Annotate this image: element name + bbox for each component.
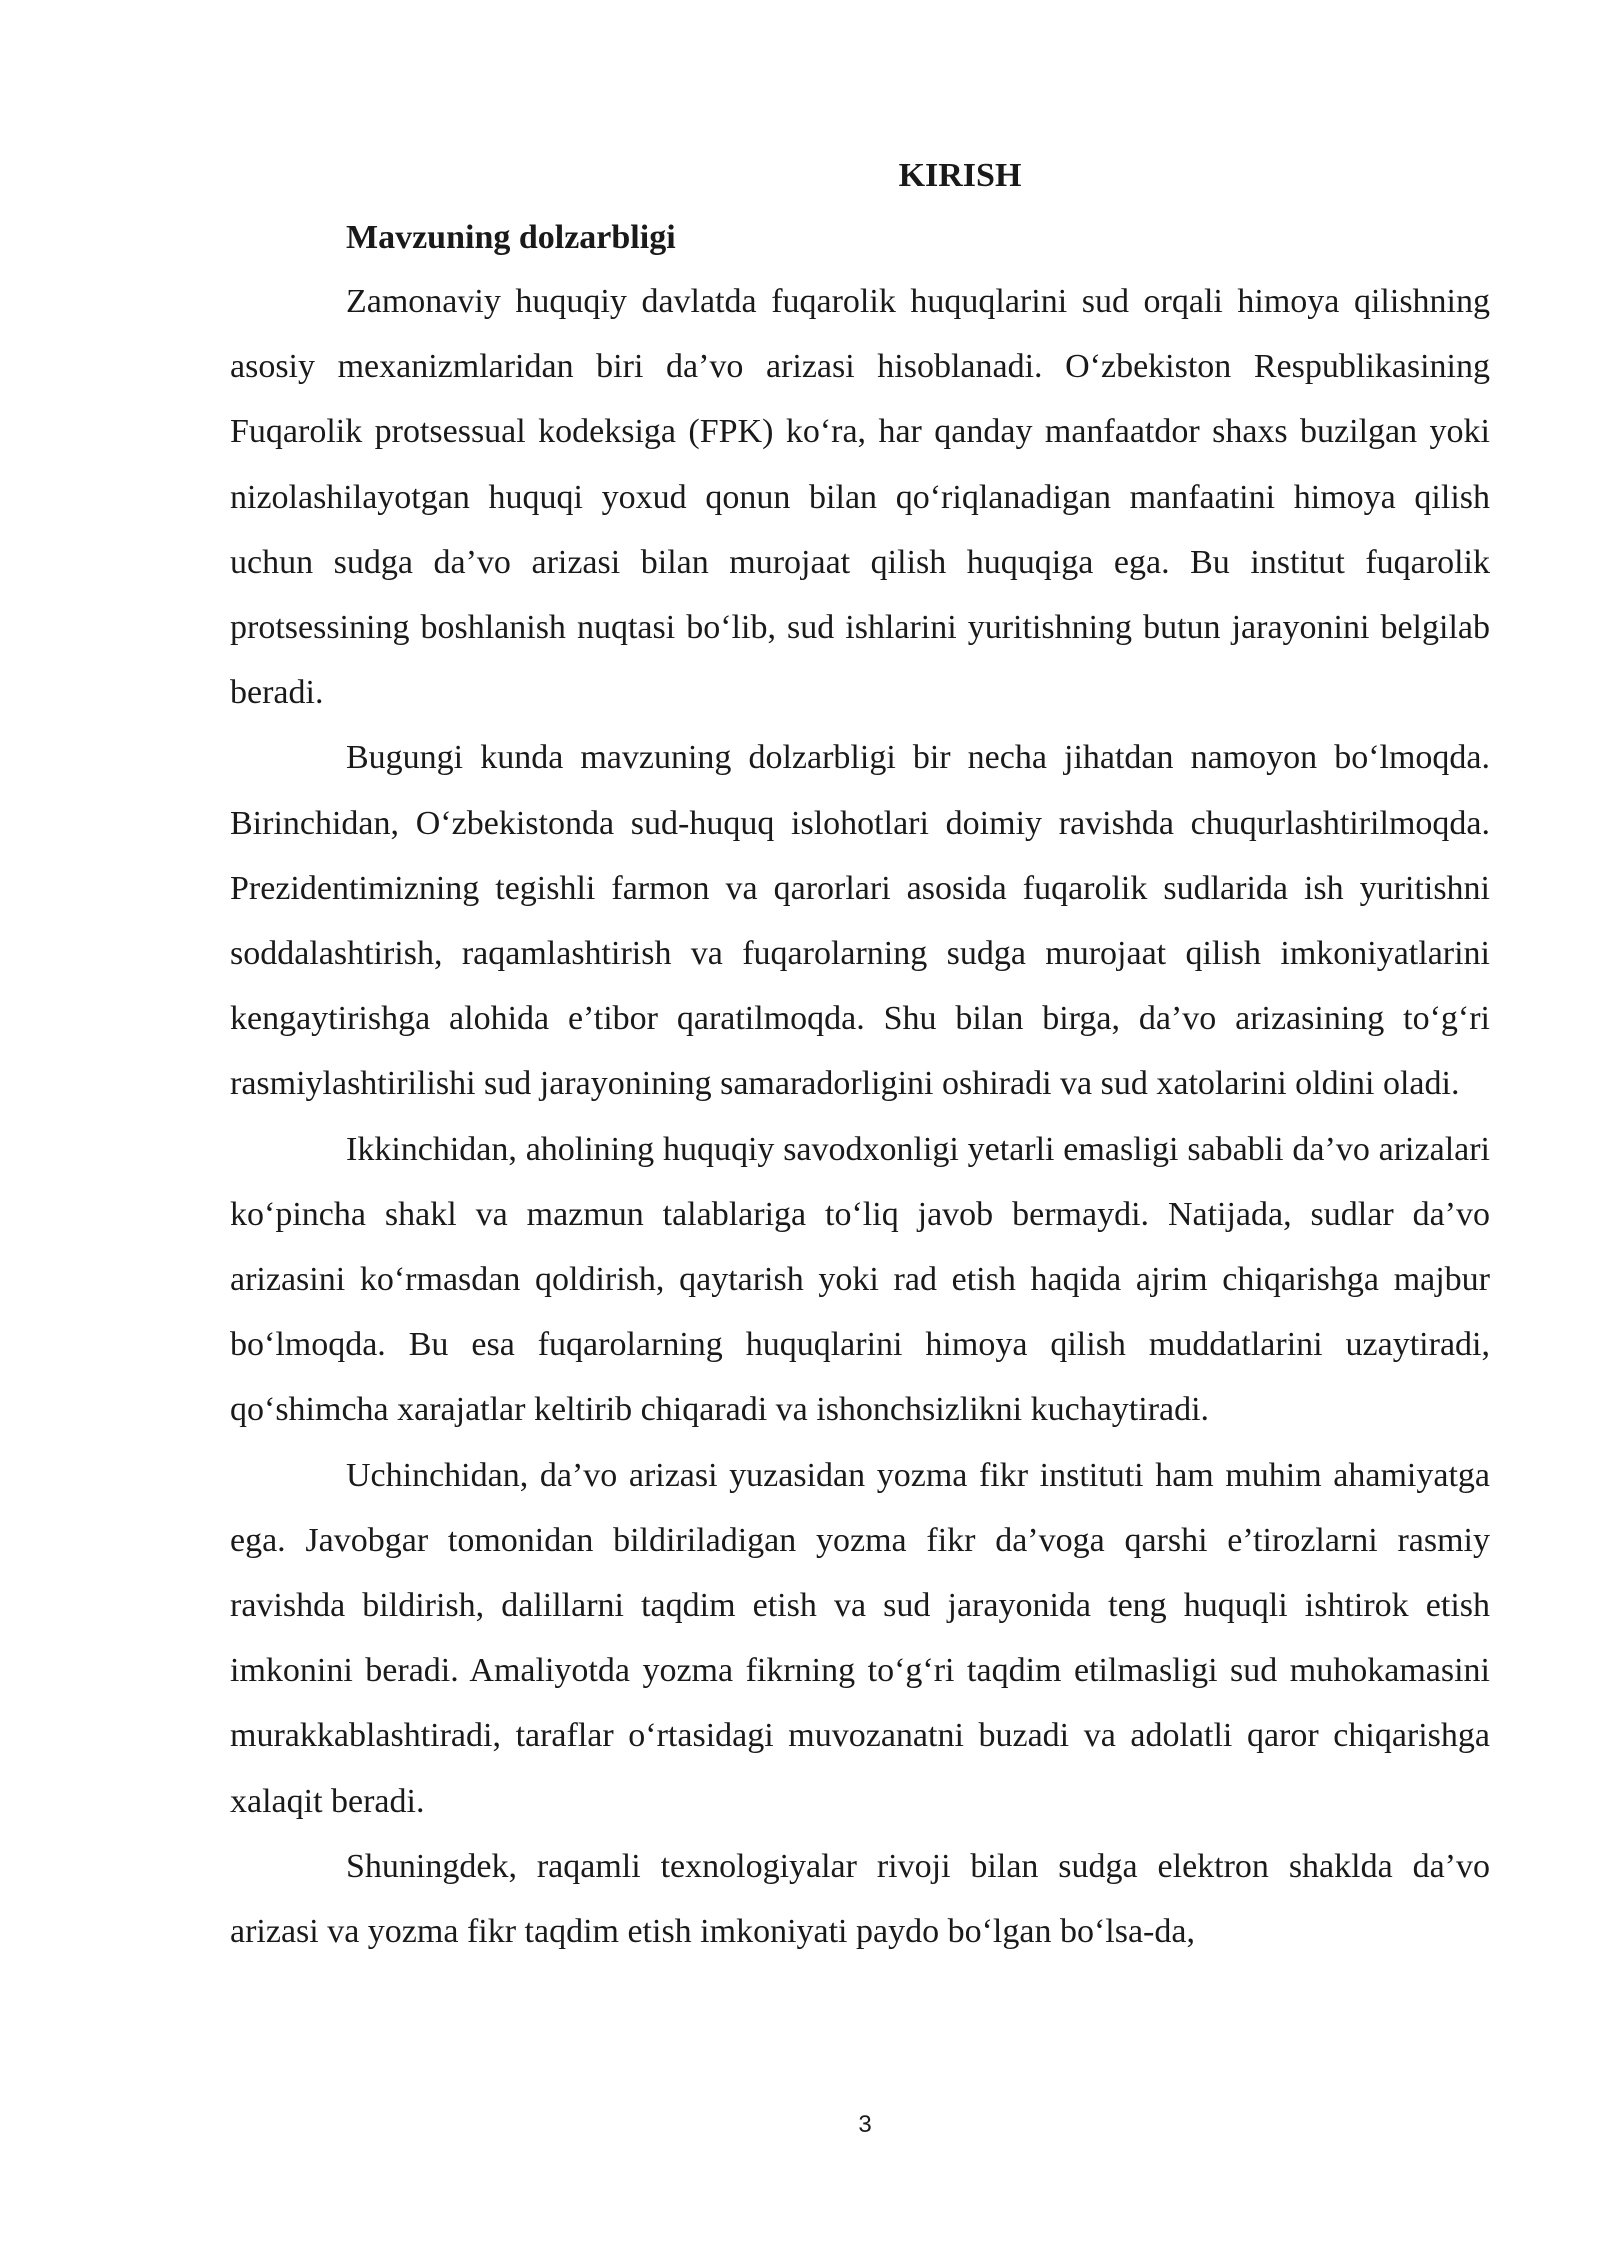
paragraph: Shuningdek, raqamli texnologiyalar rivoji bilan sudga elektron shaklda da’vo arizasi va yozma fikr taqdim etish imkoniyati paydo bo‘lgan bo‘lsa-da, (230, 1847, 1490, 1951)
section-subtitle: Mavzuning dolzarbligi (346, 219, 676, 256)
paragraph: Ikkinchidan, aholining huquqiy savodxonligi yetarli emasligi sababli da’vo arizalari ko‘pincha shakl va mazmun talablariga to‘liq javob bermaydi. Natijada, sudlar da’vo arizasini ko‘rmasdan qoldirish, qaytarish yoki rad etish haqida ajrim chiqarishga majbur bo‘lmoqda. Bu esa fuqarolarning huquqlarini himoya qilish muddatlarini uzaytiradi, qo‘shimcha xarajatlar keltirib chiqaradi va ishonchsizlikni kuchaytiradi. (230, 1130, 1490, 1429)
paragraph: Bugungi kunda mavzuning dolzarbligi bir necha jihatdan namoyon bo‘lmoqda. Birinchidan, O‘zbekistonda sud-huquq islohotlari doimiy ravishda chuqurlashtirilmoqda. Prezidentimizning tegishli farmon va qarorlari asosida fuqarolik sudlarida ish yuritishni soddalashtirish, raqamlashtirish va fuqarolarning sudga murojaat qilish imkoniyatlarini kengaytirishga alohida e’tibor qaratilmoqda. Shu bilan birga, da’vo arizasining to‘g‘ri rasmiylashtirilishi sud jarayonining samaradorligini oshiradi va sud xatolarini oldini oladi. (230, 739, 1490, 1103)
page-number: 3 (858, 2111, 872, 2138)
page-content (230, 150, 1490, 1964)
paragraph: Zamonaviy huquqiy davlatda fuqarolik huquqlarini sud orqali himoya qilishning asosiy mexanizmlaridan biri da’vo arizasi hisoblanadi. O‘zbekiston Respublikasining Fuqarolik protsessual kodeksiga (FPK) ko‘ra, har qanday manfaatdor shaxs buzilgan yoki nizolashilayotgan huquqi yoxud qonun bilan qo‘riqlanadigan manfaatini himoya qilish uchun sudga da’vo arizasi bilan murojaat qilish huquqiga ega. Bu institut fuqarolik protsessining boshlanish nuqtasi bo‘lib, sud ishlarini yuritishning butun jarayonini belgilab beradi. (230, 283, 1490, 712)
paragraph: Uchinchidan, da’vo arizasi yuzasidan yozma fikr instituti ham muhim ahamiyatga ega. Javobgar tomonidan bildiriladigan yozma fikr da’voga qarshi e’tirozlarni rasmiy ravishda bildirish, dalillarni taqdim etish va sud jarayonida teng huquqli ishtirok etish imkonini beradi. Amaliyotda yozma fikrning to‘g‘ri taqdim etilmasligi sud muhokamasini murakkablashtiradi, taraflar o‘rtasidagi muvozanatni buzadi va adolatli qaror chiqarishga xalaqit beradi. (230, 1456, 1490, 1820)
section-title: KIRISH (898, 157, 1022, 194)
